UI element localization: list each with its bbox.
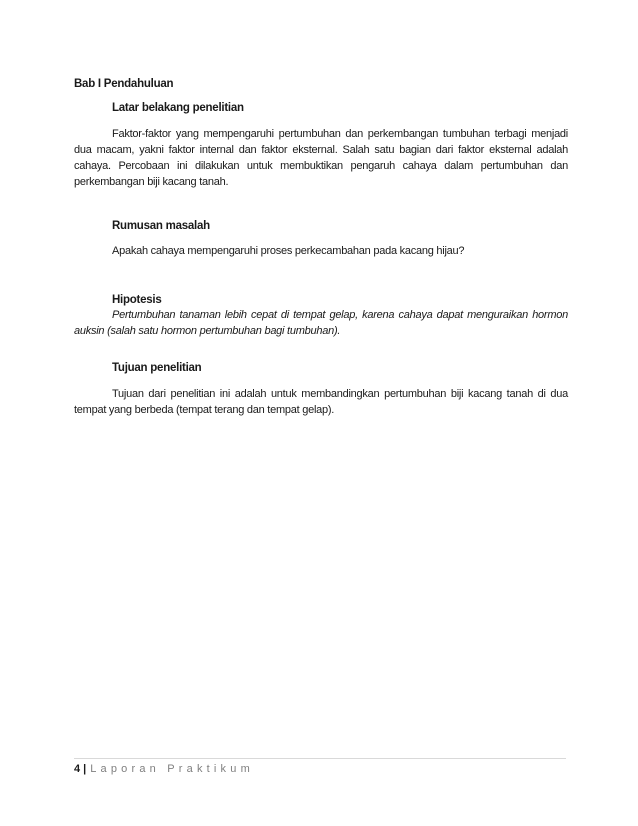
section-heading-rumusan: Rumusan masalah	[112, 220, 210, 232]
footer-label: Laporan Praktikum	[90, 763, 254, 775]
section-heading-latar: Latar belakang penelitian	[112, 102, 244, 114]
page-footer	[74, 761, 254, 777]
section-heading-tujuan: Tujuan penelitian	[112, 362, 202, 374]
section-text-latar: Faktor-faktor yang mempengaruhi pertumbuhan dan perkembangan tumbuhan terbagi menjadi dua macam, yakni faktor internal dan faktor eksternal. Salah satu bagian dari faktor eksternal adalah cahaya. Percobaan ini dilakukan untuk membuktikan pengaruh cahaya dalam pertumbuhan dan perkembangan biji kacang tanah.	[74, 128, 568, 188]
section-text-hipotesis: Pertumbuhan tanaman lebih cepat di tempat gelap, karena cahaya dapat menguraikan hormon auksin (salah satu hormon pertumbuhan bagi tumbuhan).	[74, 309, 568, 337]
section-heading-hipotesis: Hipotesis	[112, 294, 162, 306]
footer-separator: |	[83, 763, 87, 775]
section-text-tujuan: Tujuan dari penelitian ini adalah untuk membandingkan pertumbuhan biji kacang tanah di dua tempat yang berbeda (tempat terang dan tempat gelap).	[74, 388, 568, 416]
chapter-title: Bab I Pendahuluan	[74, 78, 174, 90]
section-text-rumusan: Apakah cahaya mempengaruhi proses perkecambahan pada kacang hijau?	[112, 245, 465, 257]
footer-divider	[74, 758, 566, 759]
footer-page-number: 4	[74, 763, 81, 775]
